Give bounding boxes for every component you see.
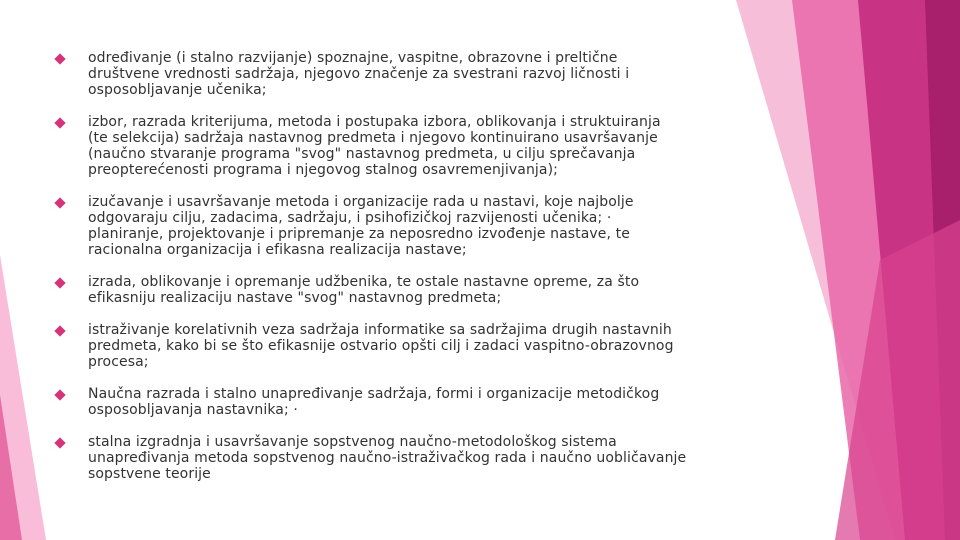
diamond-bullet-icon xyxy=(54,389,65,400)
diamond-bullet-icon xyxy=(54,325,65,336)
list-item-text: istraživanje korelativnih veza sadržaja informatike sa sadržajima drugih nastavnih predmeta, kako bi se što efikasnije ostvario opšti cilj i zadaci vaspitno-obrazovnog procesa; xyxy=(88,322,674,370)
list-item-text: Naučna razrada i stalno unapređivanje sadržaja, formi i organizacije metodičkog osposobljavanja nastavnika; · xyxy=(88,386,660,418)
diamond-bullet-icon xyxy=(54,197,65,208)
diamond-bullet-icon xyxy=(54,117,65,128)
bullet-list xyxy=(52,50,732,498)
list-item xyxy=(52,274,732,306)
list-item-text: izrada, oblikovanje i opremanje udžbenika, te ostale nastavne opreme, za što efikasniju realizaciju nastave "svog" nastavnog predmeta; xyxy=(88,274,640,306)
list-item xyxy=(52,114,732,178)
diamond-bullet-icon xyxy=(54,437,65,448)
list-item-text: izbor, razrada kriterijuma, metoda i postupaka izbora, oblikovanja i struktuiranja (te selekcija) sadržaja nastavnog predmeta i njegovo kontinuirano usavršavanje (naučno stvaranje programa "svog" nastavnog predmeta, u cilju sprečavanja preopterećenosti programa i njegovog stalnog osavremenjivanja); xyxy=(88,114,661,178)
list-item xyxy=(52,386,732,418)
list-item xyxy=(52,50,732,98)
list-item-text: određivanje (i stalno razvijanje) spoznajne, vaspitne, obrazovne i preltične društvene vrednosti sadržaja, njegovo značenje za svestrani razvoj ličnosti i osposobljavanje učenika; xyxy=(88,50,630,98)
list-item xyxy=(52,322,732,370)
diamond-bullet-icon xyxy=(54,53,65,64)
list-item-text: izučavanje i usavršavanje metoda i organizacije rada u nastavi, koje najbolje odgovaraju cilju, zadacima, sadržaju, i psihofizičkoj razvijenosti učenika; · planiranje, projektovanje i pripremanje za neposredno izvođenje nastave, te racionalna organizacija i efikasna realizacija nastave; xyxy=(88,194,634,258)
list-item-text: stalna izgradnja i usavršavanje sopstvenog naučno-metodološkog sistema unapređivanja metoda sopstvenog naučno-istraživačkog rada i naučno uobličavanje sopstvene teorije xyxy=(88,434,687,482)
diamond-bullet-icon xyxy=(54,277,65,288)
list-item xyxy=(52,194,732,258)
list-item xyxy=(52,434,732,482)
